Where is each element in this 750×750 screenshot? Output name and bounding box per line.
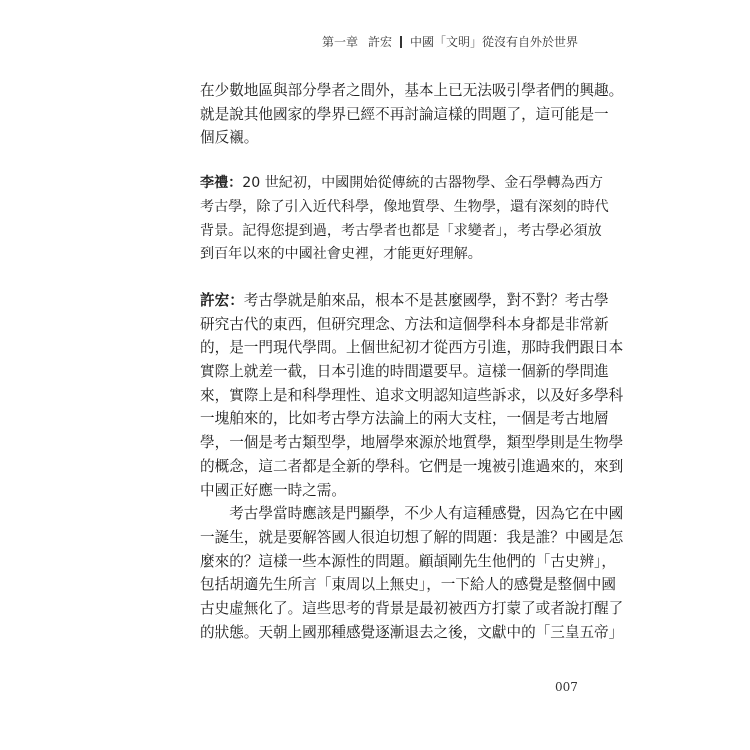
- header-separator: [400, 36, 402, 48]
- text-line: 實際上就差一截，日本引進的時間還要早。這樣一個新的學問進: [200, 363, 609, 381]
- text-line: 考古學當時應該是門顯學，不少人有這種感覺，因為它在中國: [229, 505, 624, 523]
- text-line: [200, 172, 603, 196]
- text-line: 到百年以來的中國社會史裡，才能更好理解。: [200, 246, 482, 263]
- text-line: 古史虛無化了。這些思考的背景是最初被西方打蒙了或者說打醒了: [200, 600, 624, 618]
- paragraph-indented: [200, 502, 624, 644]
- text-line: 的，是一門現代學問。上個世紀初才從西方引進，那時我們跟日本: [200, 339, 624, 357]
- header-title: 中國「文明」從沒有自外於世界: [409, 35, 578, 49]
- text-line: 來，實際上是和科學理性、追求文明認知這些訴求，以及好多學科: [200, 386, 624, 404]
- header-author: 許宏: [367, 35, 392, 49]
- text-line: 背景。記得您提到過，考古學者也都是「求變者」，考古學必須放: [200, 222, 602, 239]
- text-line: 考古學，除了引入近代科學，像地質學、生物學，還有深刻的時代: [200, 198, 609, 215]
- text-line: 一塊舶來的，比如考古學方法論上的兩大支柱，一個是考古地層: [200, 410, 609, 428]
- text-fragment: 20 世紀初，中國開始從傳統的古器物學、金石學轉為西方: [242, 175, 603, 192]
- text-line: 的狀態。天朝上國那種感覺逐漸退去之後，文獻中的「三皇五帝」: [200, 623, 624, 641]
- text-line: 研究古代的東西，但研究理念、方法和這個學科本身都是非常新: [200, 315, 609, 333]
- paragraph-li-li: [200, 172, 609, 267]
- text-line: 學，一個是考古類型學，地層學來源於地質學，類型學則是生物學: [200, 434, 624, 452]
- text-line: 就是說其他國家的學界已經不再討論這樣的問題了，這可能是一: [200, 105, 609, 123]
- speaker-name: 許宏：: [200, 291, 244, 309]
- text-line: 麼來的？這樣一些本源性的問題。顧頡剛先生他們的「古史辨」，: [200, 552, 616, 570]
- text-line: 包括胡適先生所言「東周以上無史」，一下給人的感覺是整個中國: [200, 576, 616, 594]
- paragraph-continuation: [200, 79, 624, 150]
- text-fragment: 考古學就是舶來品，根本不是甚麼國學，對不對？考古學: [243, 291, 609, 309]
- paragraph-xu-hong: [200, 289, 624, 502]
- page-number: 007: [555, 680, 578, 694]
- running-header: [322, 33, 578, 50]
- text-line: 的概念，這二者都是全新的學科。它們是一塊被引進過來的，來到: [200, 457, 624, 475]
- header-chapter: 第一章: [321, 35, 358, 49]
- text-line: [200, 289, 609, 313]
- text-line: 一誕生，就是要解答國人很迫切想了解的問題：我是誰？中國是怎: [200, 528, 624, 546]
- text-line: 個反襯。: [200, 129, 259, 147]
- text-line: 中國正好應一時之需。: [200, 481, 346, 499]
- page-body: [200, 79, 624, 644]
- speaker-name: 李禮：: [200, 175, 243, 192]
- text-line: 在少數地區與部分學者之間外，基本上已无法吸引學者們的興趣。: [200, 82, 624, 99]
